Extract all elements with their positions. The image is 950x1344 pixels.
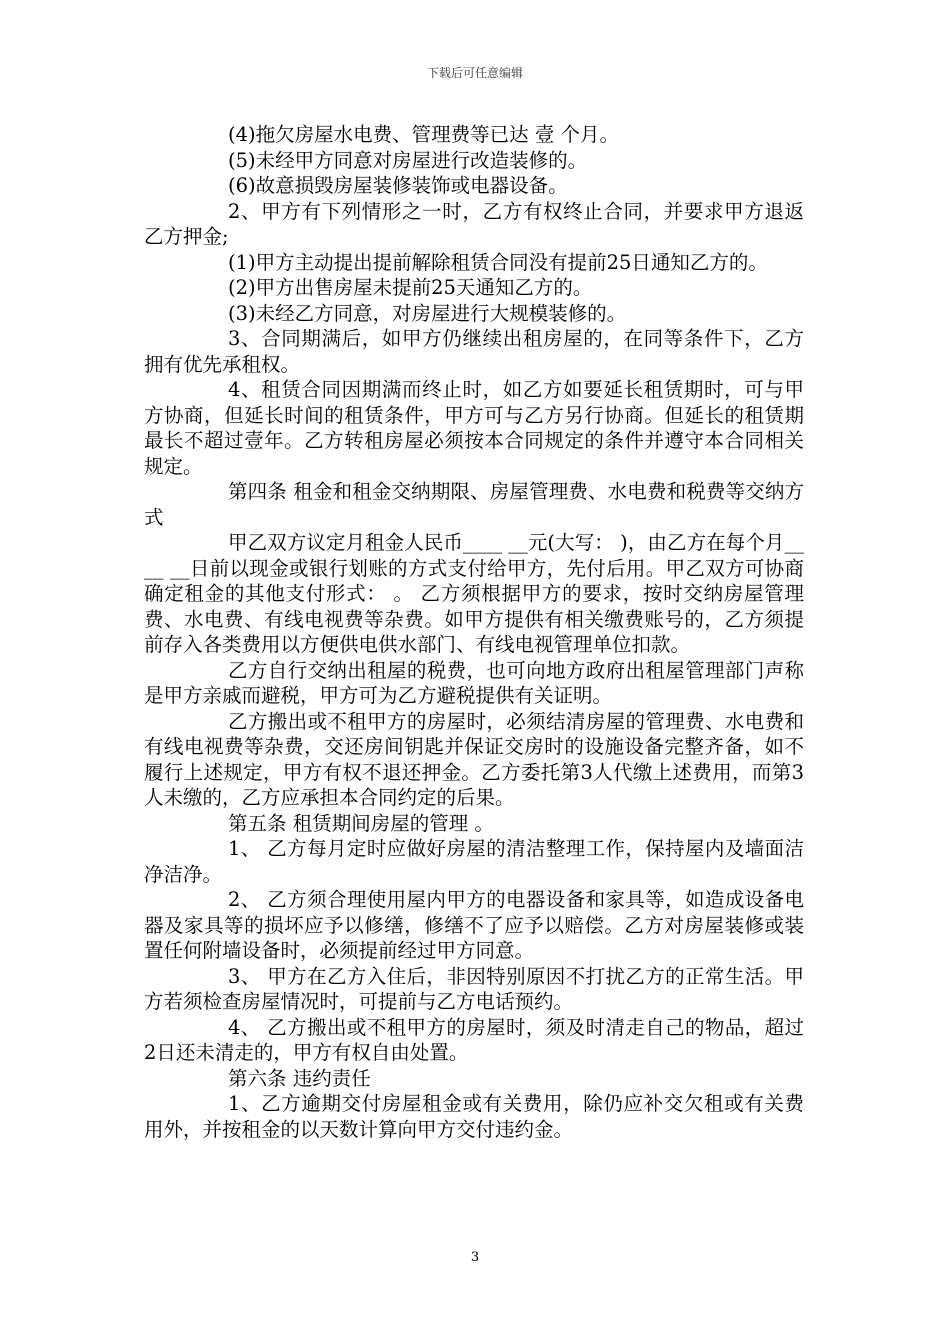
section-heading: 第六条 违约责任 xyxy=(228,1066,371,1090)
paragraph: 4、 乙方搬出或不租甲方的房屋时，须及时清走自己的物品，超过2日还未清走的，甲方有权自由处置。 xyxy=(144,1015,804,1064)
paragraph: 3、 甲方在乙方入住后，非因特别原因不打扰乙方的正常生活。甲方若须检查房屋情况时，可提前与乙方电话预约。 xyxy=(144,964,804,1013)
document-body xyxy=(144,122,804,1142)
paragraph: 3、合同期满后，如甲方仍继续出租房屋的，在同等条件下，乙方拥有优先承租权。 xyxy=(144,327,804,376)
paragraph: (2)甲方出售房屋未提前25天通知乙方的。 xyxy=(228,276,593,299)
paragraph: (4)拖欠房屋水电费、管理费等已达 壹 个月。 xyxy=(228,123,620,146)
paragraph: (6)故意损毁房屋装修装饰或电器设备。 xyxy=(228,174,568,197)
paragraph: 2、甲方有下列情形之一时，乙方有权终止合同，并要求甲方退返乙方押金; xyxy=(144,199,804,248)
paragraph: (3)未经乙方同意，对房屋进行大规模装修的。 xyxy=(228,301,627,325)
paragraph: 4、租赁合同因期满而终止时，如乙方如要延长租赁期时，可与甲方协商，但延长时间的租赁条件，甲方可与乙方另行协商。但延长的租赁期最长不超过壹年。乙方转租房屋必须按本合同规定的条件并遵守本合同相关规定。 xyxy=(144,378,804,478)
paragraph: 乙方搬出或不租甲方的房屋时，必须结清房屋的管理费、水电费和有线电视费等杂费，交还房间钥匙并保证交房时的设施设备完整齐备，如不履行上述规定，甲方有权不退还押金。乙方委托第3人代缴上述费用，而第3人未缴的，乙方应承担本合同约定的后果。 xyxy=(144,709,804,809)
paragraph: 1、 乙方每月定时应做好房屋的清洁整理工作，保持屋内及墙面洁净洁净。 xyxy=(144,837,804,886)
page-number: 3 xyxy=(470,1250,480,1265)
header-note: 下载后可任意编辑 xyxy=(426,66,523,80)
section-heading: 第四条 租金和租金交纳期限、房屋管理费、水电费和税费等交纳方式 xyxy=(144,480,804,529)
paragraph: 乙方自行交纳出租屋的税费，也可向地方政府出租屋管理部门声称是甲方亲戚而避税，甲方可为乙方避税提供有关证明。 xyxy=(144,658,804,707)
paragraph: 甲乙双方议定月租金人民币____ __元(大写： )，由乙方在每个月____ __日前以现金或银行划账的方式支付给甲方，先付后用。甲乙双方可协商确定租金的其他支付形式： 。 乙方须根据甲方的要求，按时交纳房屋管理费、水电费、有线电视费等杂费。如甲方提供有相关缴费账号的，乙方须提前存入各类费用以方便供电供水部门、有线电视管理单位扣款。 xyxy=(144,531,804,656)
paragraph: (5)未经甲方同意对房屋进行改造装修的。 xyxy=(228,148,588,172)
section-heading: 第五条 租赁期间房屋的管理 。 xyxy=(228,811,494,835)
paragraph: 1、乙方逾期交付房屋租金或有关费用，除仍应补交欠租或有关费用外，并按租金的以天数计算向甲方交付违约金。 xyxy=(144,1092,804,1141)
paragraph: (1)甲方主动提出提前解除租赁合同没有提前25日通知乙方的。 xyxy=(228,250,768,274)
paragraph: 2、 乙方须合理使用屋内甲方的电器设备和家具等，如造成设备电器及家具等的损坏应予以修缮，修缮不了应予以赔偿。乙方对房屋装修或装置任何附墙设备时，必须提前经过甲方同意。 xyxy=(144,888,804,962)
